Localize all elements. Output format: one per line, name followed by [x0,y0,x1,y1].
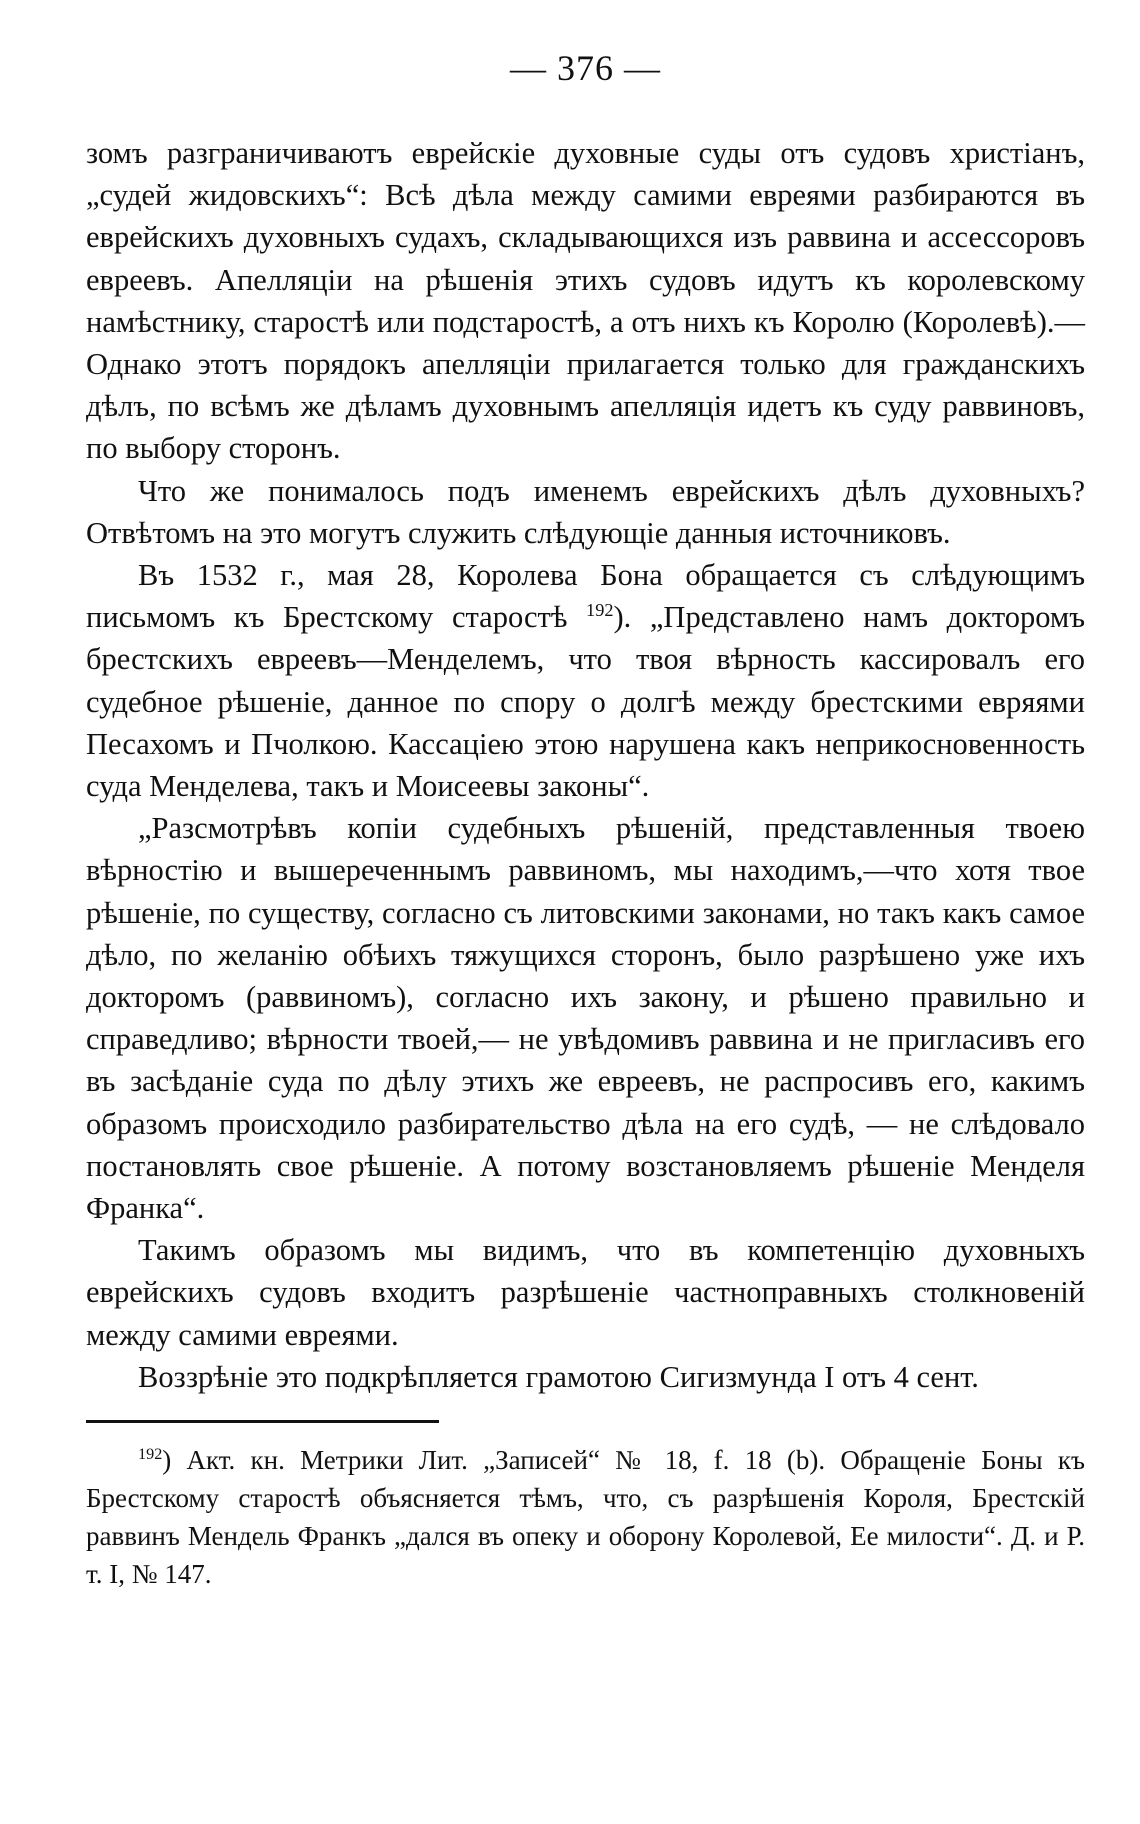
footnote-text: ) Акт. кн. Метрики Лит. „Записей“ № 18, f. 18 (b). Обращеніе Боны къ Брестскому старостѣ объясняется тѣмъ, что, съ разрѣшенія Короля, Брестскій раввинъ Мендель Франкъ „дался въ опеку и оборону Королевой, Ее милости“. Д. и Р. т. I, № 147. [86,1445,1085,1590]
paragraph-2: Что же понималось подъ именемъ еврейскихъ дѣлъ духовныхъ? Отвѣтомъ на это могутъ служить слѣдующіе данныя источниковъ. [86,473,1085,550]
footnote-number: 192 [138,1445,163,1464]
footnote-paragraph [86,1441,1085,1593]
footnote-divider [86,1420,439,1423]
page-number: — 376 — [510,48,661,88]
paragraph-4: „Разсмотрѣвъ копіи судебныхъ рѣшеній, представленныя твоею вѣрностію и вышереченнымъ раввиномъ, мы находимъ,—что хотя твое рѣшеніе, по существу, согласно съ литовскими законами, но такъ какъ самое дѣло, по желанію обѣихъ тяжущихся сторонъ, было разрѣшено уже ихъ докторомъ (раввиномъ), согласно ихъ закону, и рѣшено правильно и справедливо; вѣрности твоей,— не увѣдомивъ раввина и не пригласивъ его въ засѣданіе суда по дѣлу этихъ же евреевъ, не распросивъ его, какимъ образомъ происходило разбирательство дѣла на его судѣ, — не слѣдовало постановлять свое рѣшеніе. А потому возстановляемъ рѣшеніе Менделя Франка“. [86,811,1085,1226]
paragraph-5: Такимъ образомъ мы видимъ, что въ компетенцію духовныхъ еврейскихъ судовъ входитъ разрѣшеніе частноправныхъ столкновеній между самими евреями. [86,1233,1085,1352]
paragraph-3 [86,554,1085,807]
paragraph-3-text-after: ). „Представлено намъ докторомъ брестскихъ евреевъ—Менделемъ, что твоя вѣрность кассировалъ его судебное рѣшеніе, данное по спору о долгѣ между брестскими евряями Песахомъ и Пчолкою. Кассаціею этою нарушена какъ неприкосновенность суда Менделева, такъ и Моисеевы законы“. [86,600,1086,804]
paragraph-3-text-before: Въ 1532 г., мая 28, Королева Бона обращается съ слѣдующимъ письмомъ къ Брестскому старостѣ [86,558,1085,635]
paragraph-1: зомъ разграничиваютъ еврейскіе духовные суды отъ судовъ христіанъ, „судей жидовскихъ“: Всѣ дѣла между самими евреями разбираются въ еврейскихъ духовныхъ судахъ, складывающихся изъ раввина и ассессоровъ евреевъ. Апелляціи на рѣшенія этихъ судовъ идутъ къ королевскому намѣстнику, старостѣ или подстаростѣ, а отъ нихъ къ Королю (Королевѣ).—Однако этотъ порядокъ апелляціи прилагается только для гражданскихъ дѣлъ, по всѣмъ же дѣламъ духовнымъ апелляція идетъ къ суду раввиновъ, по выбору сторонъ. [86,136,1085,466]
paragraph-6: Воззрѣніе это подкрѣпляется грамотою Сигизмунда I отъ 4 сент. [138,1359,979,1394]
footnote-reference[interactable]: 192 [586,600,614,621]
book-page [86,40,1085,1800]
footnote [86,1441,1085,1593]
body-text [86,132,1085,1398]
